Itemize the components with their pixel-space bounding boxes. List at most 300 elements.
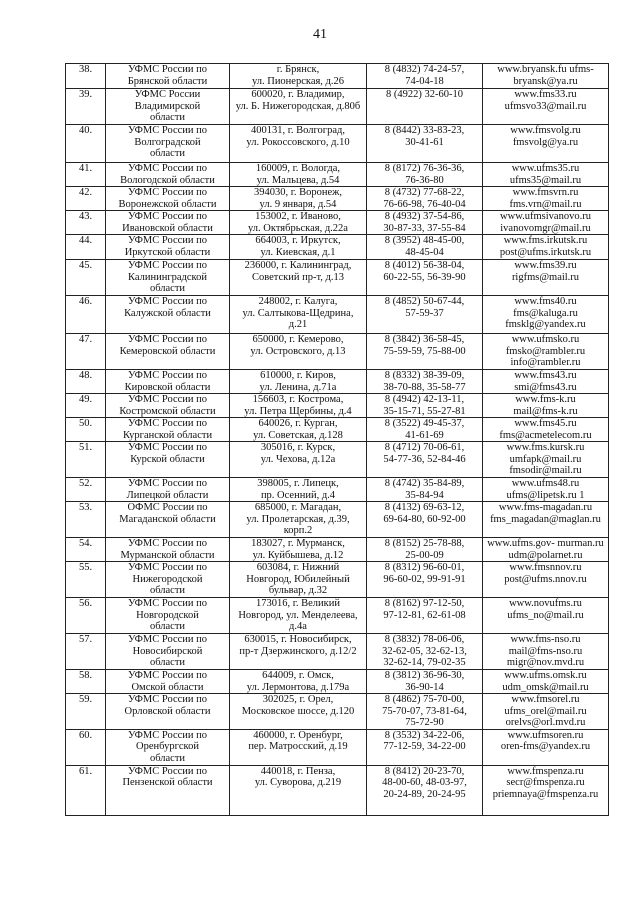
office-name-line: Курганской области: [122, 429, 213, 441]
office-address-line: 610000, г. Киров,: [260, 370, 336, 381]
office-address-line: ул. Октябрьская, д.22а: [248, 222, 348, 234]
office-contact-line[interactable]: mail@fms-k.ru: [513, 405, 578, 417]
office-address-line: ул. Ленина, д.71а: [259, 381, 337, 393]
table-row: [66, 89, 609, 125]
office-phone-line: 8 (3532) 34-22-06,: [384, 729, 465, 741]
row-number-cell: [66, 670, 106, 694]
office-contact-line[interactable]: www.fms40.ru: [514, 296, 577, 307]
office-address-line: ул. Куйбышева, д.12: [252, 549, 344, 561]
table-row: [66, 442, 609, 478]
office-name-cell: [106, 729, 230, 765]
row-number-cell: [66, 418, 106, 442]
office-name-line: УФМС России по: [127, 729, 208, 741]
office-name-cell: [106, 418, 230, 442]
office-name-line: области: [149, 585, 186, 596]
office-name-line: УФМС России по: [127, 260, 208, 271]
row-number: 54.: [78, 538, 93, 549]
office-contact-cell: [483, 598, 609, 634]
office-contact-line[interactable]: fmsko@rambler.ru: [505, 345, 586, 357]
office-address-cell: [230, 89, 367, 125]
office-address-cell: [230, 478, 367, 502]
table-row: [66, 125, 609, 163]
row-number-cell: [66, 394, 106, 418]
office-phone-cell: [367, 562, 483, 598]
office-phone-cell: [367, 125, 483, 163]
table-row: [66, 418, 609, 442]
office-phone-line: 60-22-55, 56-39-90: [383, 271, 466, 283]
office-name-line: УФМС России по: [127, 538, 208, 549]
office-contact-line[interactable]: oren-fms@yandex.ru: [500, 741, 591, 752]
office-phone-line: 8 (4742) 35-84-89,: [384, 478, 465, 489]
row-number-cell: [66, 765, 106, 815]
office-contact-line[interactable]: orelvs@orl.mvd.ru: [505, 717, 586, 728]
office-address-line: 236000, г. Калининград,: [244, 260, 352, 271]
office-contact-line[interactable]: www.ufms.omsk.ru: [504, 670, 587, 681]
office-address-line: 305016, г. Курск,: [260, 442, 336, 453]
office-phone-line: 38-70-88, 35-58-77: [383, 381, 466, 393]
office-address-line: ул. Б. Нижегородская, д.80б: [235, 100, 361, 112]
office-name-line: Курской области: [130, 453, 205, 465]
table-row: [66, 502, 609, 538]
office-phone-line: 8 (4852) 50-67-44,: [384, 296, 465, 307]
office-name-line: области: [149, 283, 186, 294]
office-contact-cell: [483, 634, 609, 670]
office-phone-line: 8 (4862) 75-70-00,: [384, 694, 465, 705]
office-name-line: УФМС России по: [127, 296, 208, 307]
office-name-line: Орловской области: [124, 705, 211, 717]
office-phone-line: 32-62-05, 32-62-13,: [382, 645, 467, 657]
office-address-line: ул. Салтыкова-Щедрина,: [242, 307, 354, 319]
office-phone-line: 30-87-33, 37-55-84: [383, 222, 466, 234]
office-name-line: УФМС России: [134, 89, 201, 100]
office-contact-line[interactable]: bryansk@ya.ru: [513, 75, 578, 87]
office-address-cell: [230, 694, 367, 730]
office-contact-line[interactable]: www.fms.irkutsk.ru: [503, 235, 588, 246]
office-name-line: Волгоградской: [134, 136, 201, 148]
office-phone-line: 8 (8332) 38-39-09,: [384, 370, 465, 381]
row-number: 38.: [78, 64, 93, 75]
office-phone-cell: [367, 187, 483, 211]
office-contact-cell: [483, 163, 609, 187]
row-number: 60.: [78, 729, 93, 741]
row-number-cell: [66, 370, 106, 394]
office-address-cell: [230, 729, 367, 765]
office-address-line: Московское шоссе, д.120: [241, 705, 355, 717]
office-name-line: Калининградской: [128, 271, 207, 283]
office-phone-line: 8 (4732) 77-68-22,: [384, 187, 465, 198]
office-address-line: ул. Петра Щербины, д.4: [244, 405, 352, 417]
office-phone-line: 32-62-14, 79-02-35: [383, 657, 466, 668]
office-name-cell: [106, 64, 230, 89]
row-number: 45.: [78, 260, 93, 271]
office-contact-line[interactable]: secr@fmspenza.ru: [506, 777, 585, 788]
office-contact-cell: [483, 442, 609, 478]
office-address-cell: [230, 260, 367, 296]
office-phone-cell: [367, 598, 483, 634]
office-name-line: УФМС России по: [127, 442, 208, 453]
office-address-line: ул. Островского, д.13: [250, 345, 346, 357]
office-contact-line[interactable]: post@ufms.nnov.ru: [504, 573, 587, 585]
office-name-cell: [106, 502, 230, 538]
office-address-line: ул. Чехова, д.12а: [260, 453, 336, 465]
office-name-line: УФМС России по: [127, 334, 208, 345]
office-contact-line[interactable]: www.fms-k.ru: [515, 394, 576, 405]
office-name-line: Пензенской области: [122, 777, 213, 788]
row-number-cell: [66, 260, 106, 296]
office-contact-line[interactable]: www.fmsorel.ru: [511, 694, 580, 705]
row-number: 50.: [78, 418, 93, 429]
office-contact-line[interactable]: fmsklg@yandex.ru: [505, 319, 586, 330]
office-name-line: Новгородской: [136, 609, 199, 621]
office-contact-line[interactable]: ufms@lipetsk.ru 1: [506, 489, 585, 501]
office-address-line: ул. Советская, д.128: [253, 429, 343, 441]
office-phone-line: 8 (3952) 48-45-00,: [384, 235, 465, 246]
office-address-line: Новгород, Юбилейный: [246, 573, 350, 585]
office-name-line: УФМС России по: [127, 64, 208, 75]
office-contact-line[interactable]: www.fmsvolg.ru: [510, 125, 581, 136]
office-phone-line: 35-84-94: [405, 489, 444, 501]
table-row: [66, 538, 609, 562]
row-number: 55.: [78, 562, 93, 573]
office-contact-line[interactable]: www.ufmsko.ru: [511, 334, 580, 345]
office-name-cell: [106, 598, 230, 634]
office-name-cell: [106, 370, 230, 394]
office-name-cell: [106, 562, 230, 598]
office-contact-cell: [483, 187, 609, 211]
office-name-cell: [106, 296, 230, 334]
row-number-cell: [66, 634, 106, 670]
office-name-line: ОФМС России по: [127, 502, 208, 513]
row-number: 52.: [78, 478, 93, 489]
office-contact-line[interactable]: ufmsvo33@mail.ru: [504, 100, 587, 112]
row-number: 40.: [78, 125, 93, 136]
office-phone-cell: [367, 163, 483, 187]
office-contact-line[interactable]: info@rambler.ru: [510, 357, 581, 368]
office-phone-cell: [367, 64, 483, 89]
office-address-line: бульвар, д.32: [268, 585, 328, 596]
office-address-cell: [230, 394, 367, 418]
row-number-cell: [66, 502, 106, 538]
office-name-cell: [106, 163, 230, 187]
row-number-cell: [66, 163, 106, 187]
office-phone-line: 30-41-61: [405, 136, 444, 148]
office-name-line: УФМС России по: [127, 598, 208, 609]
office-contact-line[interactable]: www.fms39.ru: [514, 260, 577, 271]
office-phone-cell: [367, 634, 483, 670]
office-contact-line[interactable]: fmsodir@mail.ru: [509, 465, 582, 476]
office-address-line: 173016, г. Великий: [256, 598, 340, 609]
office-contact-line[interactable]: fms.vrn@mail.ru: [509, 198, 582, 210]
office-contact-line[interactable]: fmsvolg@ya.ru: [512, 136, 579, 148]
row-number-cell: [66, 125, 106, 163]
office-name-line: Костромской области: [119, 405, 216, 417]
office-phone-cell: [367, 418, 483, 442]
row-number: 49.: [78, 394, 93, 405]
office-phone-line: 74-04-18: [405, 75, 444, 87]
row-number: 57.: [78, 634, 93, 645]
office-contact-line[interactable]: migr@nov.mvd.ru: [506, 657, 585, 668]
office-address-line: ул. Лермонтова, д.179а: [246, 681, 350, 693]
office-phone-cell: [367, 442, 483, 478]
row-number-cell: [66, 562, 106, 598]
office-contact-line[interactable]: www.ufms.gov- murman.ru: [487, 538, 604, 549]
office-contact-line[interactable]: mail@fms-nso.ru: [508, 645, 583, 657]
row-number-cell: [66, 334, 106, 370]
office-name-line: области: [149, 148, 186, 159]
row-number: 56.: [78, 598, 93, 609]
row-number: 46.: [78, 296, 93, 307]
office-contact-cell: [483, 334, 609, 370]
office-phone-line: 48-45-04: [405, 246, 444, 258]
office-name-line: Ивановской области: [122, 222, 213, 234]
office-contact-line[interactable]: www.fms43.ru: [514, 370, 577, 381]
office-contact-line[interactable]: fms@acmetelecom.ru: [499, 429, 592, 441]
office-address-line: ул. Суворова, д.219: [254, 777, 342, 788]
office-address-cell: [230, 765, 367, 815]
office-contact-line[interactable]: www.fms45.ru: [514, 418, 577, 429]
office-address-line: 394030, г. Воронеж,: [253, 187, 343, 198]
office-contact-cell: [483, 64, 609, 89]
table-row: [66, 634, 609, 670]
office-address-cell: [230, 125, 367, 163]
office-address-cell: [230, 296, 367, 334]
office-address-line: ул. Рокоссовского, д.10: [246, 136, 350, 148]
office-contact-line[interactable]: post@ufms.irkutsk.ru: [499, 246, 592, 258]
table-row: [66, 187, 609, 211]
office-contact-line[interactable]: udm_omsk@mail.ru: [502, 681, 589, 693]
office-phone-line: 8 (8412) 20-23-70,: [384, 765, 465, 777]
office-contact-line[interactable]: www.fms33.ru: [514, 89, 577, 100]
office-address-cell: [230, 502, 367, 538]
table-row: [66, 260, 609, 296]
office-phone-line: 8 (4712) 70-06-61,: [384, 442, 465, 453]
office-name-cell: [106, 187, 230, 211]
office-address-line: 460000, г. Оренбург,: [253, 729, 343, 741]
office-name-line: области: [149, 112, 186, 123]
office-phone-line: 8 (8442) 33-83-23,: [384, 125, 465, 136]
office-name-line: Кемеровской области: [119, 345, 216, 357]
office-phone-line: 8 (3832) 78-06-06,: [384, 634, 465, 645]
office-address-line: 398005, г. Липецк,: [257, 478, 339, 489]
office-name-line: УФМС России по: [127, 163, 208, 174]
office-phone-line: 41-61-69: [405, 429, 444, 441]
office-contact-line[interactable]: priemnaya@fmspenza.ru: [492, 788, 599, 800]
office-name-line: области: [149, 621, 186, 632]
office-address-line: г. Брянск,: [276, 64, 320, 75]
office-address-cell: [230, 670, 367, 694]
office-address-cell: [230, 211, 367, 235]
office-contact-line[interactable]: smi@fms43.ru: [514, 381, 577, 393]
row-number: 47.: [78, 334, 93, 345]
office-address-cell: [230, 64, 367, 89]
table-row: [66, 694, 609, 730]
office-contact-line[interactable]: www.ufms35.ru: [511, 163, 580, 174]
office-address-line: ул. Пролетарская, д.39,: [246, 513, 350, 525]
office-name-cell: [106, 125, 230, 163]
office-address-line: 650000, г. Кемерово,: [252, 334, 344, 345]
office-contact-line[interactable]: udm@polarnet.ru: [508, 549, 583, 561]
office-address-line: пр. Осенний, д.4: [260, 489, 336, 501]
office-contact-line[interactable]: ufms_no@mail.ru: [507, 609, 584, 621]
office-phone-cell: [367, 260, 483, 296]
office-address-line: 630015, г. Новосибирск,: [244, 634, 352, 645]
office-contact-line[interactable]: www.fmsnnov.ru: [509, 562, 582, 573]
office-address-line: 644009, г. Омск,: [262, 670, 334, 681]
office-name-line: УФМС России по: [127, 418, 208, 429]
office-address-line: 248002, г. Калуга,: [258, 296, 338, 307]
office-phone-cell: [367, 538, 483, 562]
table-row: [66, 394, 609, 418]
office-address-line: 603084, г. Нижний: [256, 562, 340, 573]
office-address-cell: [230, 418, 367, 442]
office-phone-cell: [367, 502, 483, 538]
office-address-line: пр-т Дзержинского, д.12/2: [239, 645, 357, 657]
table-row: [66, 765, 609, 815]
office-contact-line[interactable]: ufms_orel@mail.ru: [504, 705, 587, 717]
office-address-line: Новгород, ул. Менделеева,: [238, 609, 358, 621]
office-name-cell: [106, 334, 230, 370]
table-row: [66, 334, 609, 370]
office-contact-cell: [483, 211, 609, 235]
table-row: [66, 370, 609, 394]
office-contact-line[interactable]: rigfms@mail.ru: [511, 271, 580, 283]
office-name-line: Вологодской области: [120, 174, 215, 186]
office-address-line: 600020, г. Владимир,: [251, 89, 345, 100]
office-phone-line: 8 (3842) 36-58-45,: [384, 334, 465, 345]
office-phone-cell: [367, 670, 483, 694]
office-name-line: области: [149, 657, 186, 668]
office-name-line: Калужской области: [124, 307, 211, 319]
row-number: 44.: [78, 235, 93, 246]
office-contact-line[interactable]: www.fmsvrn.ru: [512, 187, 579, 198]
office-address-line: пер. Матросский, д.19: [248, 741, 348, 752]
office-contact-line[interactable]: www.novufms.ru: [509, 598, 582, 609]
office-name-line: УФМС России по: [127, 694, 208, 705]
office-phone-line: 36-90-14: [405, 681, 444, 693]
office-phone-cell: [367, 211, 483, 235]
office-name-line: УФМС России по: [127, 670, 208, 681]
office-address-cell: [230, 370, 367, 394]
office-name-line: Нижегородской: [132, 573, 203, 585]
office-contact-line[interactable]: www.fms-magadan.ru: [498, 502, 593, 513]
row-number: 42.: [78, 187, 93, 198]
office-phone-line: 8 (3522) 49-45-37,: [384, 418, 465, 429]
office-name-line: УФМС России по: [127, 634, 208, 645]
office-phone-line: 75-70-07, 73-81-64,: [382, 705, 467, 717]
office-address-cell: [230, 538, 367, 562]
office-phone-line: 35-15-71, 55-27-81: [383, 405, 466, 417]
office-address-line: ул. Киевская, д.1: [260, 246, 336, 258]
table-row: [66, 211, 609, 235]
office-contact-line[interactable]: fms_magadan@maglan.ru: [490, 513, 601, 525]
office-address-line: 156603, г. Кострома,: [252, 394, 344, 405]
office-name-line: Брянской области: [127, 75, 208, 87]
office-address-line: 153002, г. Иваново,: [255, 211, 341, 222]
row-number: 53.: [78, 502, 93, 513]
office-address-line: 664003, г. Иркутск,: [255, 235, 341, 246]
office-contact-line[interactable]: fms@kaluga.ru: [513, 307, 578, 319]
office-contact-cell: [483, 694, 609, 730]
office-address-cell: [230, 334, 367, 370]
office-contact-cell: [483, 296, 609, 334]
office-address-line: ул. 9 января, д.54: [259, 198, 337, 210]
office-contact-cell: [483, 125, 609, 163]
office-contact-cell: [483, 260, 609, 296]
row-number-cell: [66, 442, 106, 478]
office-contact-line[interactable]: umfapk@mail.ru: [509, 453, 582, 465]
office-address-line: 183027, г. Мурманск,: [251, 538, 345, 549]
office-address-line: 640026, г. Курган,: [258, 418, 338, 429]
row-number: 61.: [78, 765, 93, 777]
office-phone-cell: [367, 235, 483, 260]
office-name-line: Оренбургской: [136, 741, 199, 752]
office-name-line: Новосибирской: [132, 645, 203, 657]
office-name-cell: [106, 260, 230, 296]
office-contact-cell: [483, 765, 609, 815]
office-contact-line[interactable]: www.bryansk.fu ufms-: [497, 64, 594, 75]
office-phone-cell: [367, 89, 483, 125]
office-phone-line: 57-59-37: [405, 307, 444, 319]
office-name-line: Кировской области: [124, 381, 211, 393]
office-name-line: УФМС России по: [127, 765, 208, 777]
office-contact-line[interactable]: www.fmspenza.ru: [507, 765, 584, 777]
office-phone-line: 54-77-36, 52-84-46: [383, 453, 466, 465]
office-phone-line: 69-64-80, 60-92-00: [383, 513, 466, 525]
office-contact-line[interactable]: www.ufmsoren.ru: [507, 729, 584, 741]
office-contact-line[interactable]: ivanovomgr@mail.ru: [500, 222, 591, 234]
office-name-cell: [106, 89, 230, 125]
office-contact-line[interactable]: www.ufms48.ru: [511, 478, 580, 489]
office-phone-line: 75-72-90: [405, 717, 444, 728]
office-phone-cell: [367, 334, 483, 370]
office-phone-line: 8 (4132) 69-63-12,: [384, 502, 465, 513]
office-phone-line: 75-59-59, 75-88-00: [383, 345, 466, 357]
row-number-cell: [66, 64, 106, 89]
office-address-cell: [230, 598, 367, 634]
office-contact-line[interactable]: www.fms.kursk.ru: [506, 442, 585, 453]
row-number-cell: [66, 598, 106, 634]
office-contact-cell: [483, 670, 609, 694]
office-name-cell: [106, 211, 230, 235]
office-contact-cell: [483, 729, 609, 765]
office-address-line: 400131, г. Волгоград,: [251, 125, 345, 136]
office-contact-line[interactable]: www.fms-nso.ru: [510, 634, 581, 645]
office-name-line: области: [149, 752, 186, 764]
office-name-line: Магаданской области: [119, 513, 216, 525]
office-contact-cell: [483, 89, 609, 125]
office-contact-cell: [483, 235, 609, 260]
row-number-cell: [66, 729, 106, 765]
office-name-cell: [106, 478, 230, 502]
office-contact-cell: [483, 538, 609, 562]
office-name-line: Владимирской: [134, 100, 201, 112]
office-address-line: 160009, г. Вологда,: [255, 163, 341, 174]
office-name-line: Липецкой области: [126, 489, 209, 501]
office-phone-line: 20-24-89, 20-24-95: [383, 788, 466, 800]
office-name-cell: [106, 670, 230, 694]
office-address-line: д.4а: [289, 621, 307, 632]
office-contact-line[interactable]: www.ufmsivanovo.ru: [500, 211, 591, 222]
office-address-line: Советский пр-т, д.13: [251, 271, 345, 283]
table-row: [66, 562, 609, 598]
office-address-line: д.21: [288, 319, 308, 330]
office-name-cell: [106, 634, 230, 670]
row-number: 48.: [78, 370, 93, 381]
office-address-line: 302025, г. Орел,: [262, 694, 334, 705]
office-contact-line[interactable]: ufms35@mail.ru: [509, 174, 582, 186]
page-number: 41: [313, 27, 327, 42]
row-number: 59.: [78, 694, 93, 705]
